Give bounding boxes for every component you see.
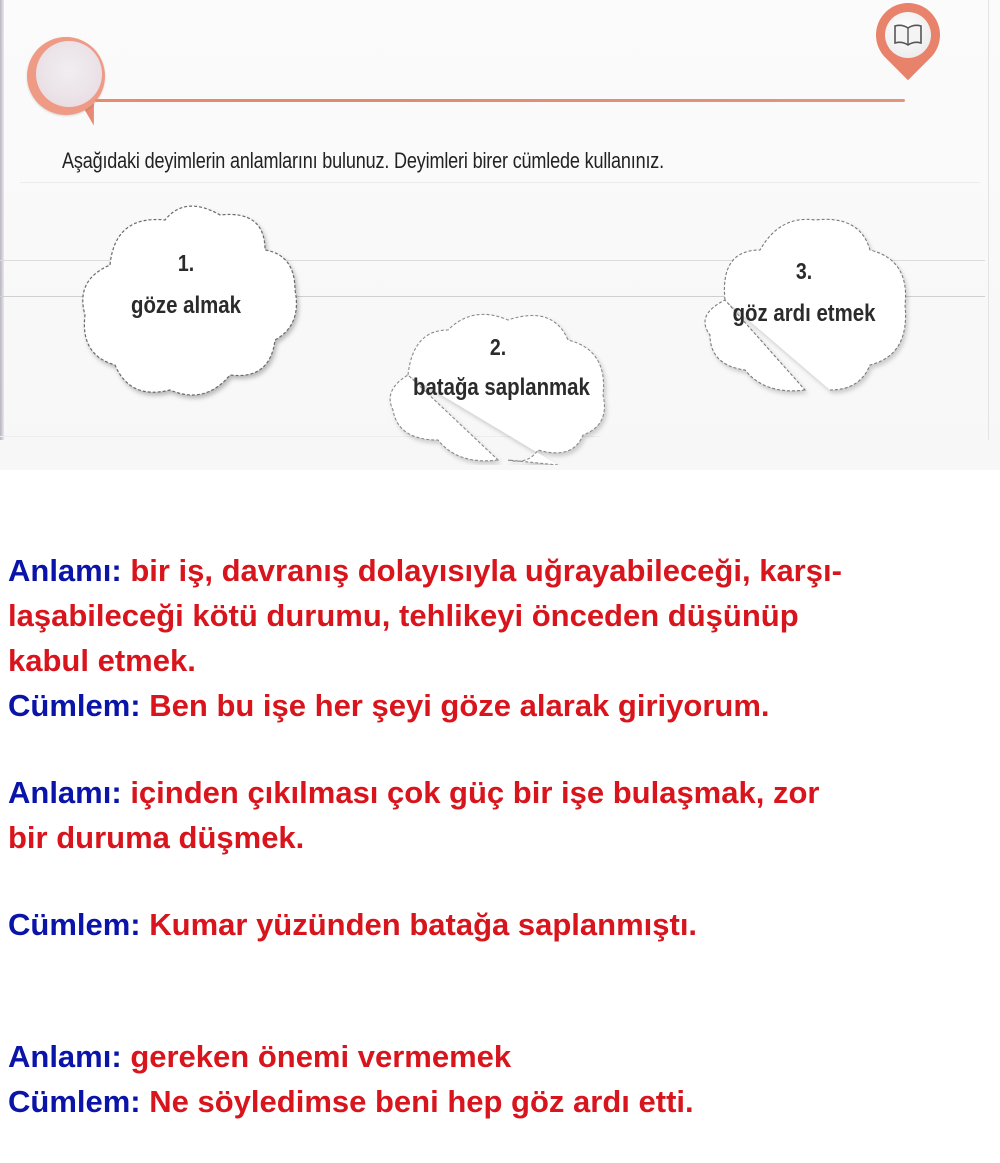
meaning-line <box>8 1034 998 1079</box>
sentence-text: Ne söyledimse beni hep göz ardı etti. <box>149 1084 694 1119</box>
speech-bubble-badge-icon <box>27 37 105 115</box>
meaning-label: Anlamı: <box>8 553 122 588</box>
sentence-label: Cümlem: <box>8 1084 141 1119</box>
idiom-phrase-2: batağa saplanmak <box>413 374 590 401</box>
answer-block-3 <box>8 1034 998 1124</box>
answer-block-1 <box>8 548 998 728</box>
meaning-text: gereken önemi vermemek <box>130 1039 512 1074</box>
meaning-label: Anlamı: <box>8 1039 122 1074</box>
sentence-text: Ben bu işe her şeyi göze alarak giriyorum. <box>149 688 770 723</box>
sentence-label: Cümlem: <box>8 688 141 723</box>
idiom-number-2: 2. <box>489 334 507 360</box>
book-icon <box>885 12 931 58</box>
meaning-line <box>8 548 998 593</box>
idiom-phrase-3: göz ardı etmek <box>732 300 876 327</box>
answers-section <box>8 548 998 1124</box>
sentence-label: Cümlem: <box>8 907 141 942</box>
idiom-number-1: 1. <box>177 250 195 276</box>
sentence-text: Kumar yüzünden batağa saplanmıştı. <box>149 907 698 942</box>
page-edge <box>0 0 4 440</box>
meaning-text-cont: laşabileceği kötü durumu, tehlikeyi önceden düşünüp <box>8 598 799 633</box>
sentence-line <box>8 683 998 728</box>
meaning-label: Anlamı: <box>8 775 122 810</box>
header-divider <box>95 99 905 102</box>
page-edge-right <box>988 0 989 440</box>
meaning-text-cont: bir duruma düşmek. <box>8 820 305 855</box>
meaning-line <box>8 770 998 815</box>
idiom-number-3: 3. <box>795 258 813 284</box>
meaning-text-cont: kabul etmek. <box>8 643 196 678</box>
answer-block-2 <box>8 770 998 947</box>
instruction-text: Aşağıdaki deyimlerin anlamlarını bulunuz. Deyimleri birer cümlede kullanınız. <box>62 148 665 173</box>
ruled-line <box>20 182 980 183</box>
sentence-line <box>8 1079 998 1124</box>
sentence-line <box>8 902 998 947</box>
meaning-text: içinden çıkılması çok güç bir işe bulaşmak, zor <box>130 775 820 810</box>
idiom-phrase-1: göze almak <box>131 292 241 319</box>
meaning-text: bir iş, davranış dolayısıyla uğrayabileceği, karşı- <box>130 553 842 588</box>
